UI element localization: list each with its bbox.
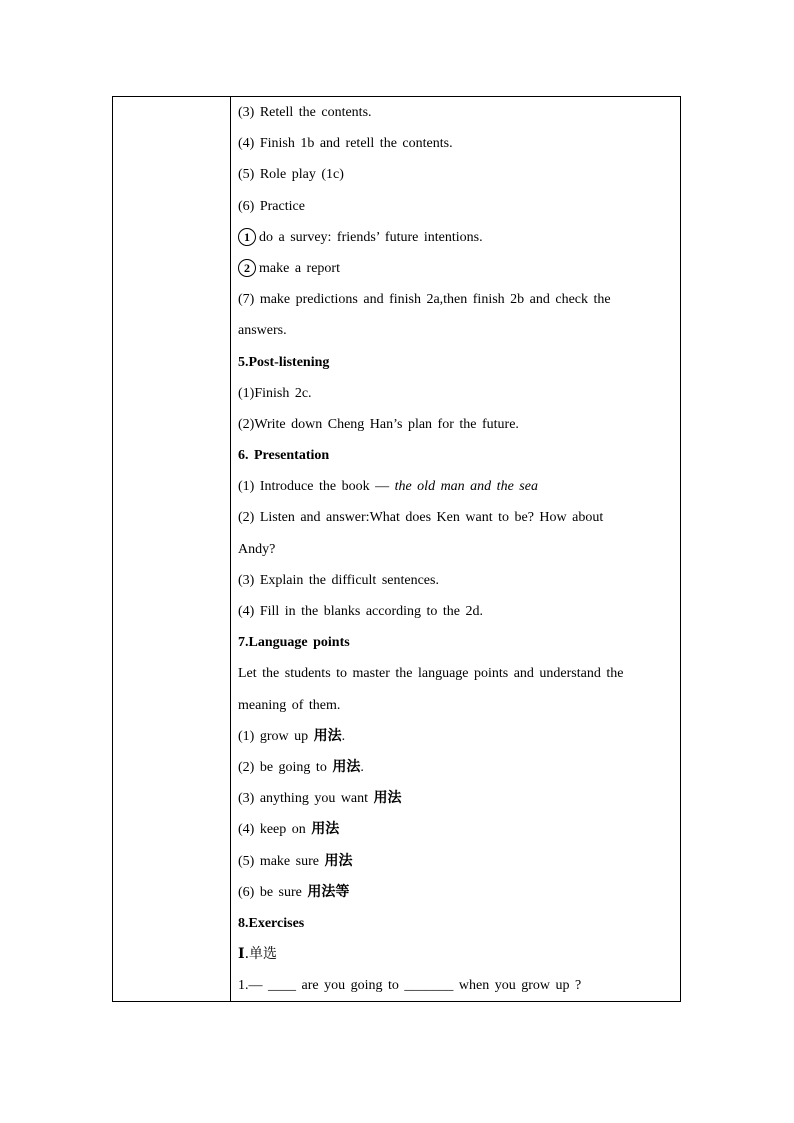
presentation-item-1 [238, 471, 680, 502]
language-point-2 [238, 752, 680, 783]
language-point-4 [238, 814, 680, 845]
right-column-cell [231, 97, 680, 1001]
section-heading-presentation: 6. Presentation [238, 448, 330, 464]
presentation-item-4: (4) Fill in the blanks according to the 2d. [238, 604, 484, 619]
section-heading-language-points: 7.Language points [238, 635, 350, 651]
post-listening-item-2: (2)Write down Cheng Han’s plan for the future. [238, 416, 519, 432]
step-retell-contents: (3) Retell the contents. [238, 105, 372, 120]
usage-label: 用法等 [307, 883, 350, 900]
step-role-play: (5) Role play (1c) [238, 167, 344, 183]
language-point-text: (2) be going to [238, 759, 333, 775]
presentation-item-2-cont: Andy? [238, 541, 276, 557]
language-point-6 [238, 877, 680, 908]
language-point-text: (5) make sure [238, 853, 325, 869]
step-practice: (6) Practice [238, 198, 305, 214]
language-points-intro: Let the students to master the language points and understand the [238, 666, 624, 682]
language-point-1 [238, 721, 680, 752]
usage-label: 用法 [324, 852, 353, 869]
post-listening-item-1: (1)Finish 2c. [238, 385, 312, 401]
presentation-item-text: (1) Introduce the book — [238, 479, 395, 495]
lesson-plan-table [112, 96, 681, 1002]
circled-number-two-icon: 2 [238, 259, 256, 277]
exercise-part-label: .单选 [244, 946, 278, 963]
language-point-text: (6) be sure [238, 884, 308, 900]
punctuation: . [360, 759, 364, 775]
book-title: the old man and the sea [394, 479, 538, 495]
exercise-question-1: 1.— ____ are you going to _______ when you grow up ? [238, 978, 582, 994]
language-point-3 [238, 783, 680, 814]
usage-label: 用法 [311, 821, 340, 838]
language-point-text: (1) grow up [238, 728, 314, 744]
usage-label: 用法 [332, 758, 361, 775]
section-heading-post-listening: 5.Post-listening [238, 354, 330, 370]
step-finish-1b: (4) Finish 1b and retell the contents. [238, 136, 453, 152]
language-points-intro-cont: meaning of them. [238, 697, 341, 713]
usage-label: 用法 [373, 790, 402, 807]
practice-item-report [238, 253, 680, 284]
presentation-item-2: (2) Listen and answer:What does Ken want to be? How about [238, 510, 604, 526]
section-heading-exercises: 8.Exercises [238, 915, 305, 931]
step-make-predictions: (7) make predictions and finish 2a,then finish 2b and check the [238, 292, 611, 308]
language-point-text: (4) keep on [238, 822, 312, 838]
left-column-cell [113, 97, 231, 1001]
practice-item-text: do a survey: friends’ future intentions. [259, 229, 483, 245]
practice-item-text: make a report [259, 260, 340, 276]
usage-label: 用法 [313, 727, 342, 744]
exercise-part-heading [238, 939, 680, 970]
presentation-item-3: (3) Explain the difficult sentences. [238, 572, 439, 588]
language-point-text: (3) anything you want [238, 791, 374, 807]
circled-number-one-icon: 1 [238, 228, 256, 246]
step-make-predictions-cont: answers. [238, 323, 287, 339]
practice-item-survey [238, 222, 680, 253]
punctuation: . [341, 728, 346, 744]
roman-numeral: Ⅰ [238, 947, 245, 963]
language-point-5 [238, 846, 680, 877]
